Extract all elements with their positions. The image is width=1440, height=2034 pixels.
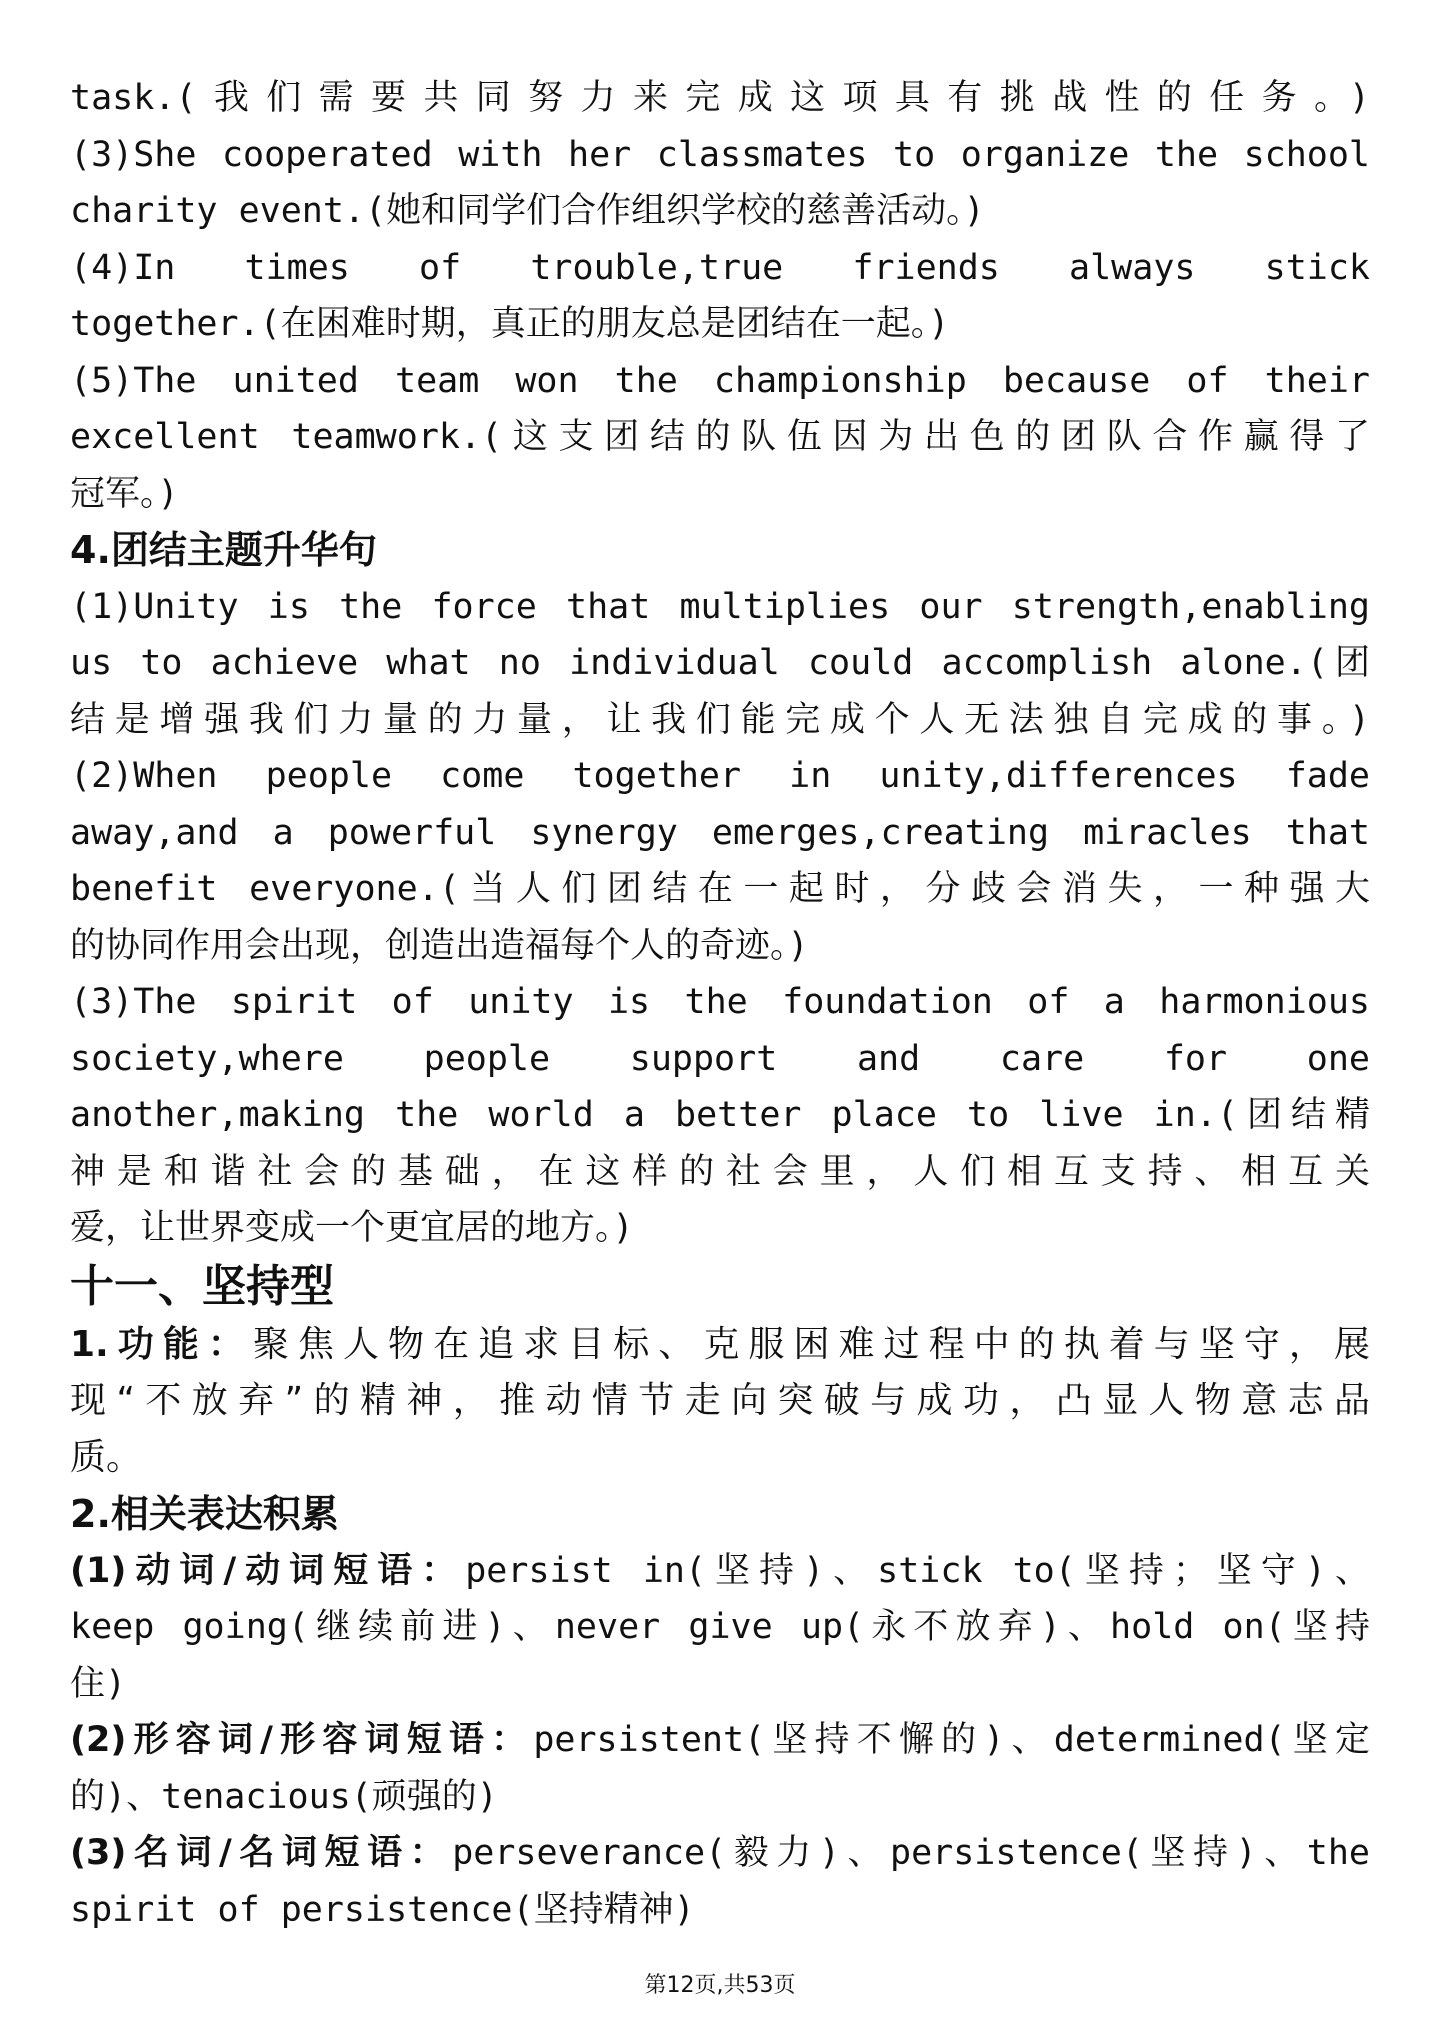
adjective-text: persistent(坚持不懈的)、determined(坚定 bbox=[533, 1720, 1370, 1760]
text-line: (4)In times of trouble,true friends always stick bbox=[70, 247, 1370, 288]
verb-text: persist in(坚持)、stick to(坚持；坚守)、 bbox=[465, 1550, 1370, 1591]
text-line: another,making the world a better place to live in.(团结精 bbox=[70, 1095, 1370, 1135]
text-line: (2)When people come together in unity,differences fade bbox=[70, 756, 1370, 796]
text-line: excellent teamwork.(这支团结的队伍因为出色的团队合作赢得了 bbox=[70, 417, 1370, 457]
function-text: 聚焦人物在追求目标、克服困难过程中的执着与坚守，展 bbox=[252, 1323, 1370, 1365]
document-page bbox=[70, 70, 1370, 1938]
noun-text: perseverance(毅力)、persistence(坚持)、the bbox=[452, 1833, 1370, 1873]
text-line: charity event.(她和同学们合作组织学校的慈善活动。) bbox=[70, 191, 985, 231]
verb-phrases-line: keep going(继续前进)、never give up(永不放弃)、hold on(坚持 bbox=[70, 1607, 1370, 1647]
function-paragraph-line: 现“不放弃”的精神，推动情节走向突破与成功，凸显人物意志品 bbox=[70, 1380, 1370, 1421]
adjective-phrases-line bbox=[70, 1712, 1370, 1769]
noun-phrases-line: spirit of persistence(坚持精神) bbox=[70, 1889, 695, 1930]
page-number-footer: 第12页,共53页 bbox=[644, 1973, 796, 1998]
text-line: society,where people support and care for one bbox=[70, 1038, 1370, 1079]
adjective-label: (2)形容词/形容词短语： bbox=[70, 1720, 534, 1760]
function-label: 1.功能： bbox=[70, 1323, 253, 1365]
verb-phrases-line: 住) bbox=[70, 1663, 127, 1704]
noun-phrases-line bbox=[70, 1825, 1370, 1882]
noun-label: (3)名词/名词短语： bbox=[70, 1833, 453, 1873]
function-paragraph-line: 质。 bbox=[70, 1436, 143, 1478]
text-line: (3)She cooperated with her classmates to organize the school bbox=[70, 134, 1370, 175]
text-line: 冠军。) bbox=[70, 473, 179, 514]
chapter-heading-persistence: 十一、坚持型 bbox=[70, 1260, 334, 1312]
text-line: (3)The spirit of unity is the foundation of a harmonious bbox=[70, 982, 1370, 1022]
verb-phrases-line bbox=[70, 1543, 1370, 1600]
text-line: together.(在困难时期，真正的朋友总是团结在一起。) bbox=[70, 304, 950, 344]
text-line: 结是增强我们力量的力量，让我们能完成个人无法独自完成的事。) bbox=[70, 699, 1370, 740]
text-line: us to achieve what no individual could accomplish alone.(团 bbox=[70, 643, 1370, 683]
text-line: (5)The united team won the championship because of their bbox=[70, 360, 1370, 401]
verb-label: (1)动词/动词短语： bbox=[70, 1550, 466, 1591]
text-line: away,and a powerful synergy emerges,creating miracles that bbox=[70, 812, 1370, 853]
text-line: 的协同作用会出现，创造出造福每个人的奇迹。) bbox=[70, 925, 809, 966]
section-heading-unity-sentences: 4.团结主题升华句 bbox=[70, 528, 377, 572]
text-line: benefit everyone.(当人们团结在一起时，分歧会消失，一种强大 bbox=[70, 869, 1370, 909]
function-paragraph-line bbox=[70, 1317, 1370, 1374]
text-line: (1)Unity is the force that multiplies our strength,enabling bbox=[70, 586, 1370, 627]
expressions-heading: 2.相关表达积累 bbox=[70, 1492, 339, 1536]
adjective-phrases-line: 的)、tenacious(顽强的) bbox=[70, 1776, 498, 1817]
text-line: task.(我们需要共同努力来完成这项具有挑战性的任务。) bbox=[70, 78, 1370, 118]
text-line: 爱，让世界变成一个更宜居的地方。) bbox=[70, 1208, 634, 1248]
text-line: 神是和谐社会的基础，在这样的社会里，人们相互支持、相互关 bbox=[70, 1151, 1370, 1192]
